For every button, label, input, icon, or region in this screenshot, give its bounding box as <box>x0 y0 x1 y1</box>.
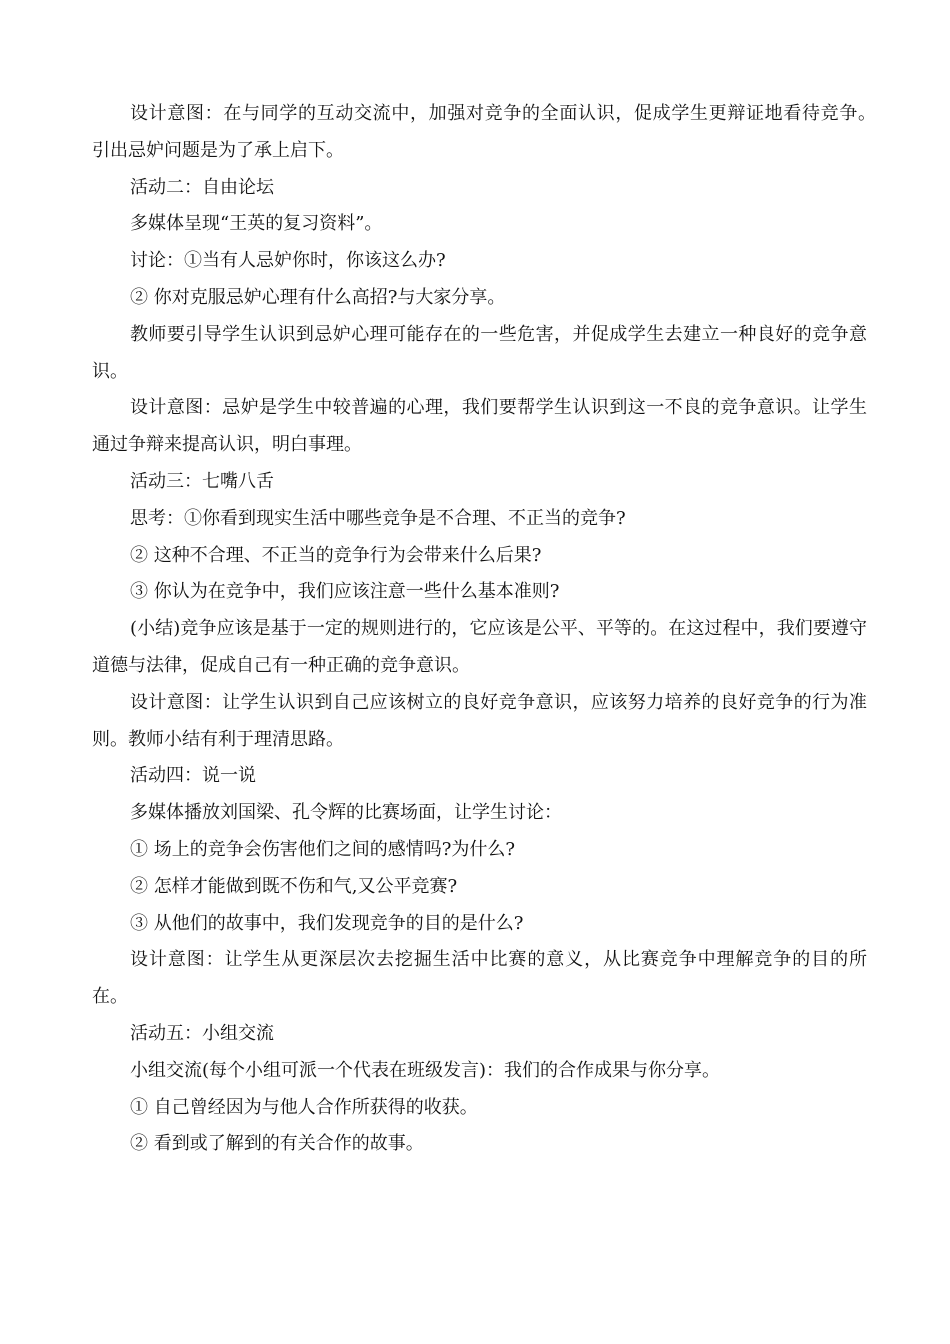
think-question-2: ② 这种不合理、不正当的竞争行为会带来什么后果? <box>130 544 542 566</box>
activity-2-heading: 活动二：自由论坛 <box>130 176 274 198</box>
think-question-3: ③ 你认为在竞争中，我们应该注意一些什么基本准则? <box>130 581 560 603</box>
teacher-guidance-paragraph: 教师要引导学生认识到忌妒心理可能存在的一些危害，并促成学生去建立一种良好的竞争意识。 <box>92 323 867 382</box>
document-body <box>92 96 885 1163</box>
design-intent-paragraph-3: 设计意图：让学生认识到自己应该树立的良好竞争意识，应该努力培养的良好竞争的行为准则。教师小结有利于理清思路。 <box>92 691 867 750</box>
match-question-2: ② 怎样才能做到既不伤和气,又公平竞赛? <box>130 875 458 897</box>
discussion-question-2: ② 你对克服忌妒心理有什么高招?与大家分享。 <box>130 286 506 308</box>
summary-paragraph: (小结)竞争应该是基于一定的规则进行的，它应该是公平、平等的。在这过程中，我们要遵守道德与法律，促成自己有一种正确的竞争意识。 <box>92 618 867 676</box>
group-item-1: ① 自己曾经因为与他人合作所获得的收获。 <box>130 1096 478 1118</box>
paragraph-multimedia-match: 多媒体播放刘国梁、孔令辉的比赛场面，让学生讨论： <box>130 802 562 824</box>
activity-3-heading: 活动三：七嘴八舌 <box>130 470 274 492</box>
group-item-2: ② 看到或了解到的有关合作的故事。 <box>130 1133 424 1155</box>
design-intent-paragraph-2: 设计意图：忌妒是学生中较普遍的心理，我们要帮学生认识到这一不良的竞争意识。让学生通过争辩来提高认识，明白事理。 <box>92 397 867 456</box>
activity-5-heading: 活动五：小组交流 <box>130 1022 274 1044</box>
activity-4-heading: 活动四：说一说 <box>130 765 256 787</box>
design-intent-paragraph-4: 设计意图：让学生从更深层次去挖掘生活中比赛的意义，从比赛竞争中理解竞争的目的所在。 <box>92 949 867 1008</box>
match-question-1: ① 场上的竞争会伤害他们之间的感情吗?为什么? <box>130 838 516 860</box>
design-intent-paragraph-1: 设计意图：在与同学的互动交流中，加强对竞争的全面认识，促成学生更辩证地看待竞争。 引出忌妒问题是为了承上启下。 <box>92 103 885 161</box>
group-exchange-paragraph: 小组交流(每个小组可派一个代表在班级发言)：我们的合作成果与你分享。 <box>130 1059 721 1081</box>
discussion-question-1: 讨论：①当有人忌妒你时，你该这么办? <box>130 250 446 272</box>
think-question-1: 思考：①你看到现实生活中哪些竞争是不合理、不正当的竞争? <box>130 507 626 529</box>
paragraph-multimedia-materials: 多媒体呈现“王英的复习资料”。 <box>130 213 383 235</box>
match-question-3: ③ 从他们的故事中，我们发现竞争的目的是什么? <box>130 912 524 934</box>
